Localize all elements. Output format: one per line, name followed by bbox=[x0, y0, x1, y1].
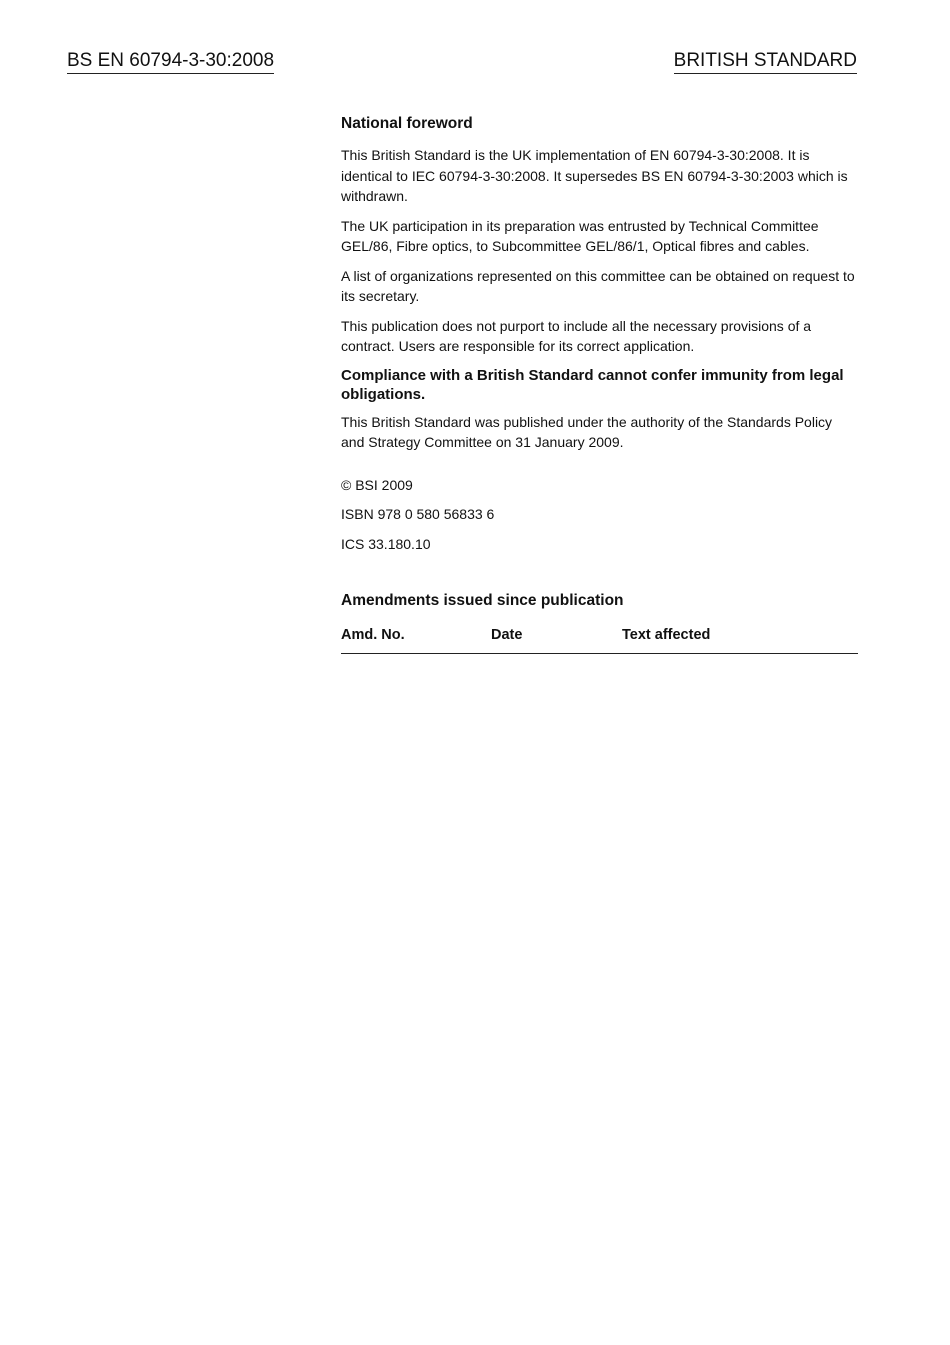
column-header-date: Date bbox=[491, 626, 523, 643]
amendments-title: Amendments issued since publication bbox=[341, 591, 624, 609]
publication-info bbox=[341, 475, 857, 554]
compliance-notice: Compliance with a British Standard cannot confer immunity from legal obligations. bbox=[341, 366, 844, 403]
publication-notice: This British Standard was published under the authority of the Standards Policy and Strategy Committee on 31 January 2009. bbox=[341, 413, 833, 450]
document-code: BS EN 60794-3-30:2008 bbox=[67, 50, 274, 74]
foreword-paragraph-2: The UK participation in its preparation was entrusted by Technical Committee GEL/86, Fibre optics, to Subcommittee GEL/86/1, Optical fibres and cables. bbox=[341, 217, 819, 254]
column-header-text-affected: Text affected bbox=[622, 626, 711, 643]
copyright-line: © BSI 2009 bbox=[341, 476, 413, 493]
foreword-paragraph-4: This publication does not purport to include all the necessary provisions of a contract. Users are responsible for its correct application. bbox=[341, 317, 812, 354]
standard-label: BRITISH STANDARD bbox=[674, 50, 857, 74]
amendments-table-header bbox=[341, 626, 858, 654]
foreword-paragraph-3: A list of organizations represented on this committee can be obtained on request to its secretary. bbox=[341, 267, 855, 304]
foreword-paragraph-1: This British Standard is the UK implementation of EN 60794-3-30:2008. It is identical to IEC 60794-3-30:2008. It supersedes BS EN 60794-3-30:2003 which is withdrawn. bbox=[341, 147, 848, 204]
national-foreword-section bbox=[341, 114, 857, 654]
foreword-title: National foreword bbox=[341, 115, 473, 132]
ics-line: ICS 33.180.10 bbox=[341, 535, 431, 552]
isbn-line: ISBN 978 0 580 56833 6 bbox=[341, 506, 495, 522]
column-header-amd-no: Amd. No. bbox=[341, 626, 405, 643]
